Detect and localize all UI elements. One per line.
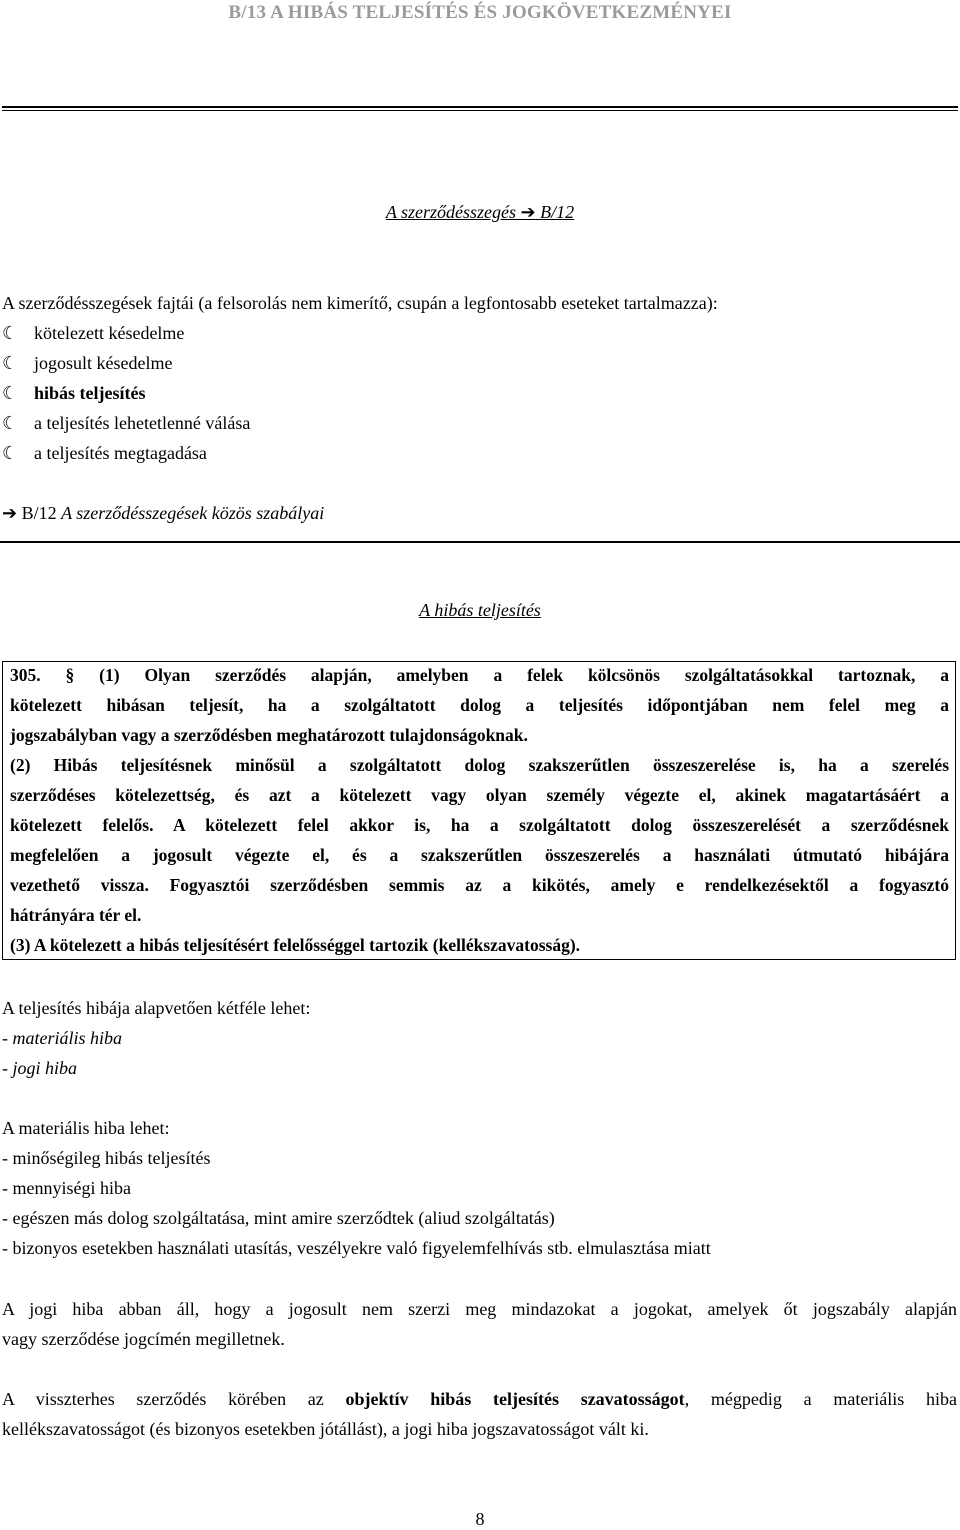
legal-defect-paragraph-line: vagy szerződése jogcímén megilletnek. [2, 1329, 285, 1349]
xref-code: B/12 [21, 503, 57, 523]
list-item-label: kötelezett késedelme [34, 323, 185, 343]
closing-text: A visszterhes szerződés körében az [2, 1389, 324, 1409]
material-defect-item: - mennyiségi hiba [2, 1178, 131, 1198]
moon-bullet-icon: ☾ [2, 413, 19, 433]
law-line: kötelezett felelős. A kötelezett felel akkor is, ha a szolgáltatott dolog összeszerelését a szerződésnek [10, 815, 949, 835]
intro-text: A szerződésszegések fajtái (a felsorolás nem kimerítő, csupán a legfontosabb eseteket tartalmazza): [2, 293, 718, 313]
law-line: szerződéses kötelezettség, és azt a kötelezett vagy olyan személy végezte el, akinek magatartásáért a [10, 785, 949, 805]
list-item-label: hibás teljesítés [34, 383, 146, 403]
moon-bullet-icon: ☾ [2, 383, 19, 403]
defect-type-item [2, 1058, 77, 1079]
law-line: megfelelően a jogosult végezte el, és a szakszerűtlen összeszerelés a használati útmutató hibájára [10, 845, 949, 865]
arrow-right-icon: ➔ [2, 503, 18, 523]
list-item [2, 353, 172, 374]
material-defect-item: - minőségileg hibás teljesítés [2, 1148, 211, 1168]
law-line: (2) Hibás teljesítésnek minősül a szolgáltatott dolog szakszerűtlen összeszerelése is, ha a szerelés [10, 755, 949, 775]
law-line: 305. § (1) Olyan szerződés alapján, amelyben a felek kölcsönös szolgáltatásokkal tartoznak, a [10, 665, 949, 685]
list-item [2, 323, 184, 344]
section-divider [0, 541, 960, 543]
moon-bullet-icon: ☾ [2, 443, 19, 463]
law-line: jogszabályban vagy a szerződésben meghatározott tulajdonságoknak. [10, 725, 528, 745]
list-item [2, 443, 207, 464]
moon-bullet-icon: ☾ [2, 323, 19, 343]
list-item [2, 383, 146, 404]
xref-title: A szerződésszegések közös szabályai [61, 503, 325, 523]
material-defect-intro: A materiális hiba lehet: [2, 1118, 170, 1138]
closing-paragraph-line [2, 1389, 957, 1410]
law-line: vezethető vissza. Fogyasztói szerződésben semmis az a kikötés, amely e rendelkezésektől a fogyasztó [10, 875, 949, 895]
header-rule-thick [2, 106, 958, 108]
material-defect-item: - egészen más dolog szolgáltatása, mint amire szerződtek (aliud szolgáltatás) [2, 1208, 555, 1228]
list-item-label: a teljesítés lehetetlenné válása [34, 413, 251, 433]
section-heading-hibas-teljesites: A hibás teljesítés [419, 600, 541, 620]
legal-defect-paragraph-line: A jogi hiba abban áll, hogy a jogosult nem szerzi meg mindazokat a jogokat, amelyek őt jogszabály alapján [2, 1299, 957, 1319]
closing-text: , mégpedig a materiális hiba [684, 1389, 958, 1409]
moon-bullet-icon: ☾ [2, 353, 19, 373]
list-item-label: jogosult késedelme [34, 353, 173, 373]
defect-types-intro: A teljesítés hibája alapvetően kétféle lehet: [2, 998, 311, 1018]
list-item-label: a teljesítés megtagadása [34, 443, 207, 463]
defect-type-item [2, 1028, 122, 1049]
cross-reference [2, 503, 324, 524]
closing-paragraph-line: kellékszavatosságot (és bizonyos esetekben jótállást), a jogi hiba jogszavatosságot vált ki. [2, 1419, 649, 1439]
material-defect-item: - bizonyos esetekben használati utasítás, veszélyekre való figyelemfelhívás stb. elmulasztása miatt [2, 1238, 711, 1258]
closing-emphasis: objektív hibás teljesítés szavatosságot [345, 1389, 685, 1409]
page-header-title: B/13 A HIBÁS TELJESÍTÉS ÉS JOGKÖVETKEZMÉNYEI [228, 2, 732, 23]
header-rule-thin [2, 110, 958, 111]
arrow-right-icon: ➔ [520, 202, 536, 222]
law-line: hátrányára tér el. [10, 905, 142, 925]
defect-type-label: - jogi hiba [2, 1058, 77, 1078]
law-line: (3) A kötelezett a hibás teljesítésért felelősséggel tartozik (kellékszavatosság). [10, 935, 581, 955]
section-heading-szerzodesszeges [0, 202, 960, 223]
heading-text: A szerződésszegés [385, 202, 517, 222]
list-item [2, 413, 250, 434]
defect-type-label: - materiális hiba [2, 1028, 122, 1048]
heading-ref: B/12 [540, 202, 575, 222]
page-number: 8 [475, 1509, 485, 1529]
law-line: kötelezett hibásan teljesít, ha a szolgáltatott dolog a teljesítés időpontjában nem felel meg a [10, 695, 949, 715]
